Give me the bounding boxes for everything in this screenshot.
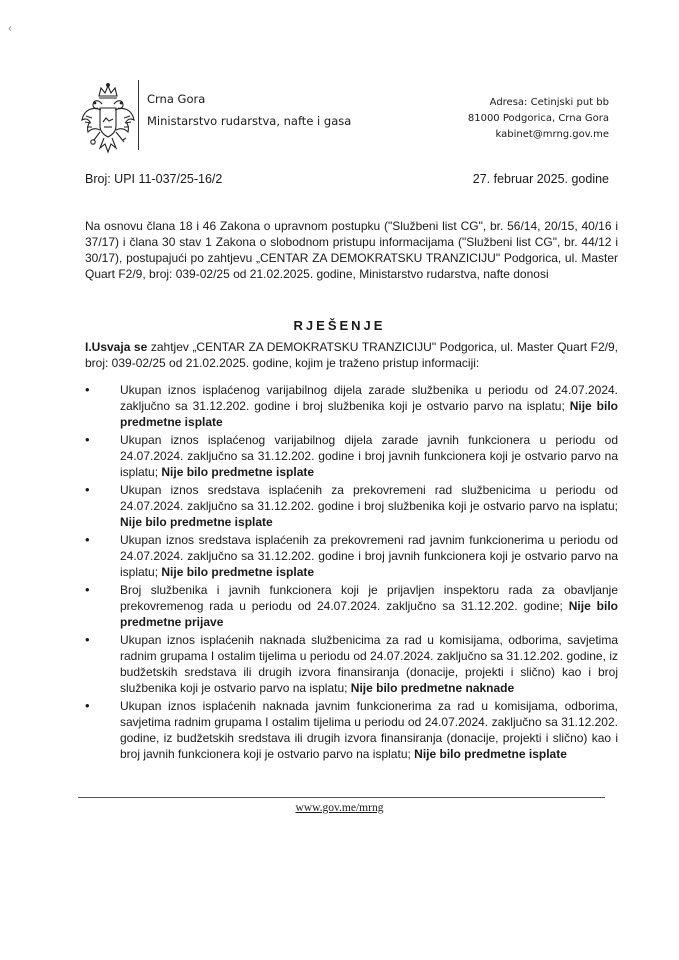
organization-block: [147, 88, 351, 132]
bullet-icon: •: [85, 632, 90, 647]
address-block: [468, 95, 609, 143]
intro-paragraph: Na osnovu člana 18 i 46 Zakona o upravnom postupku ("Službeni list CG", br. 56/14, 20/15, 40/16 i 37/17) i člana 30 stav 1 Zakona o slobodnom pristupu informacijama ("Službeni list CG", br. 44/12 i 30/17), postupajući po zahtjevu „CENTAR ZA DEMOKRATSKU TRANZICIJU" Podgorica, ul. Master Quart F2/9, broj: 039-02/25 od 21.02.2025. godine, Ministarstvo rudarstva, nafte donosi: [85, 219, 618, 281]
footer-website-link[interactable]: www.gov.me/mrng: [295, 802, 384, 814]
bullet-icon: •: [85, 532, 90, 547]
bullet-icon: •: [85, 432, 90, 447]
document-date: 27. februar 2025. godine: [472, 172, 609, 186]
request-items-list: [85, 382, 618, 764]
list-item: • Ukupan iznos isplaćenog varijabilnog dijela zarade javnih funkcionera u periodu od 24.07.2024. zaključno sa 31.12.202. godine i broj javnih funkcionera koji je ostvario parvo na isplatu; Nije bilo predmetne isplate: [85, 432, 618, 479]
list-item: • Ukupan iznos isplaćenih naknada službenicima za rad u komisijama, odborima, savjetima radnim grupama I ostalim tijelima u periodu od 24.07.2024. zaključno sa 31.12.202. godine, iz budžetskih sredstava ili drugih izvora finansiranja (donacije, projekti i slično) kao i broj službenika koji je ostvario parvo na isplatu; Nije bilo predmetne naknade: [85, 632, 618, 695]
list-item: • Ukupan iznos isplaćenog varijabilnog dijela zarade službenika u periodu od 24.07.2024. zaključno sa 31.12.202. godine i broj službenika koji je ostvario parvo na isplatu; Nije bilo predmetne isplate: [85, 382, 618, 429]
address-city: 81000 Podgorica, Crna Gora: [467, 113, 609, 124]
corner-mark: ‹: [8, 21, 12, 35]
list-item: • Broj službenika i javnih funkcionera koji je prijavljen inspektoru rada za obavljanje prekovremenog rada u periodu od 24.07.2024. zaključno sa 31.12.202. godine; Nije bilo predmetne prijave: [85, 582, 618, 629]
ministry-name: Ministarstvo rudarstva, nafte i gasa: [147, 114, 352, 128]
decision-text: zahtjev „CENTAR ZA DEMOKRATSKU TRANZICIJU" Podgorica, ul. Master Quart F2/9, broj: 039-02/25 od 21.02.2025. godine, kojim je traženo pristup informaciji:: [85, 340, 618, 370]
country-name: Crna Gora: [147, 92, 206, 106]
list-item: • Ukupan iznos sredstava isplaćenih za prekovremeni rad javnim funkcionerima u periodu od 24.07.2024. zaključno sa 31.12.202. godine i broj javnih funkcionera koji je ostvario parvo na isplatu; Nije bilo predmetne isplate: [85, 532, 618, 579]
document-title: RJEŠENJE: [293, 318, 386, 333]
reference-number: Broj: UPI 11-037/25-16/2: [85, 172, 223, 186]
address-street: Adresa: Cetinjski put bb: [489, 97, 609, 108]
list-item: • Ukupan iznos sredstava isplaćenih za prekovremeni rad službenicima u periodu od 24.07.2024. zaključno sa 31.12.202. godine i broj službenika koji je ostvario parvo na isplatu; Nije bilo predmetne isplate: [85, 482, 618, 529]
bullet-icon: •: [85, 582, 90, 597]
bullet-icon: •: [85, 382, 90, 397]
decision-paragraph: [85, 339, 618, 371]
footer-divider: [78, 797, 605, 798]
list-item: • Ukupan iznos isplaćenih naknada javnim funkcionerima za rad u komisijama, odborima, savjetima radnim grupama I ostalim tijelima u periodu od 24.07.2024. zaključno sa 31.12.202. godine, iz budžetskih sredstava ili drugih izvora finansiranja (donacije, projekti i slično) kao i broj javnih funkcionera koji je ostvario parvo na isplatu; Nije bilo predmetne isplate: [85, 698, 618, 761]
header-divider: [138, 80, 139, 150]
bullet-icon: •: [85, 698, 90, 713]
montenegro-coat-of-arms-icon: [78, 82, 138, 158]
decision-lead: I.Usvaja se: [85, 340, 148, 354]
contact-email: kabinet@mrng.gov.me: [495, 129, 609, 140]
bullet-icon: •: [85, 482, 90, 497]
